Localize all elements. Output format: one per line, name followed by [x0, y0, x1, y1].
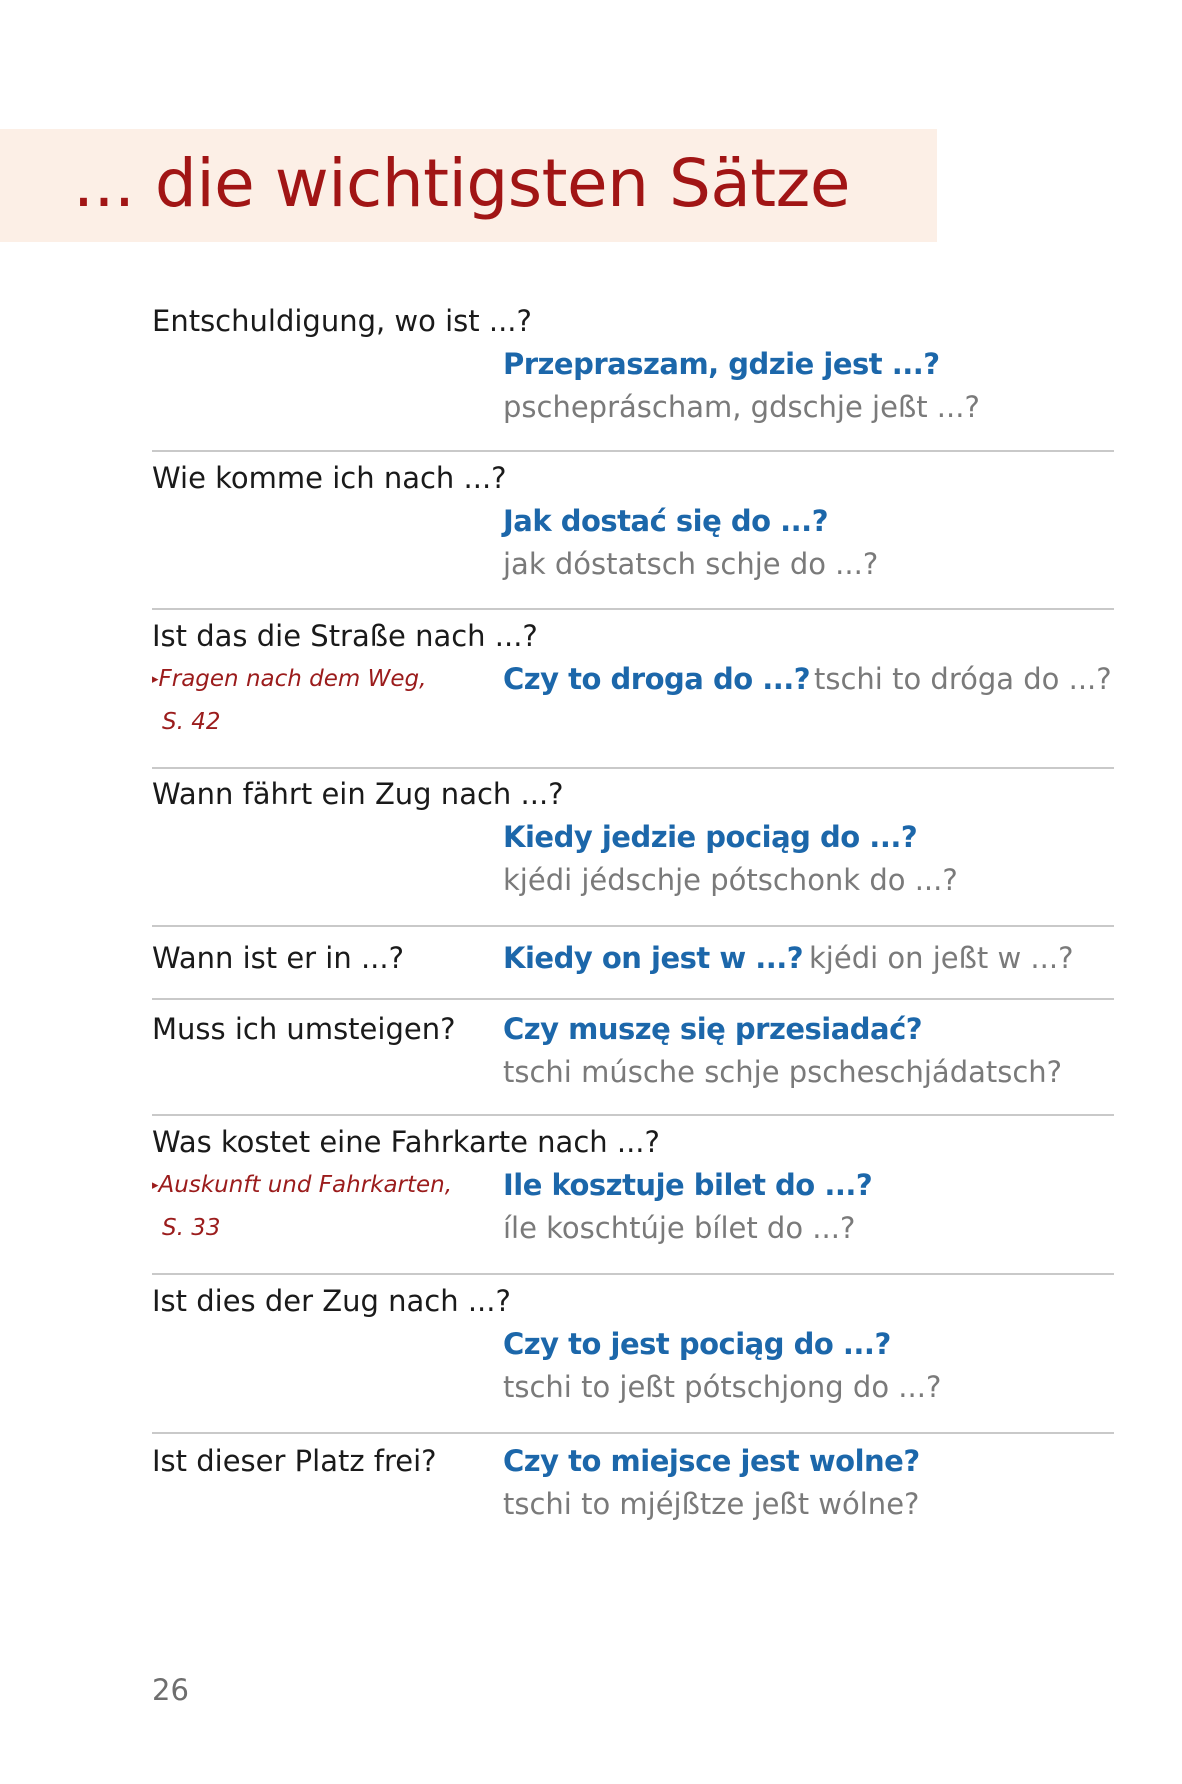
polish-phrase: Ile kosztuje bilet do ...? [503, 1168, 873, 1202]
cross-reference-page[interactable]: S. 42 [162, 709, 221, 735]
page-number: 26 [152, 1673, 189, 1707]
polish-phrase: Kiedy on jest w ...? [503, 941, 804, 975]
phrase-entry [152, 1116, 1114, 1275]
polish-phrase: Przepraszam, gdzie jest ...? [503, 347, 940, 381]
pronunciation: tschi to dróga do ...? [814, 662, 1112, 696]
page-title: ... die wichtigsten Sätze [73, 145, 850, 222]
polish-phrase: Jak dostać się do ...? [503, 504, 829, 538]
german-phrase: Ist dieser Platz frei? [152, 1444, 437, 1478]
cross-reference-text: Auskunft und Fahrkarten, [158, 1172, 453, 1198]
phrase-entry [152, 1000, 1114, 1116]
polish-phrase: Kiedy jedzie pociąg do ...? [503, 820, 918, 854]
phrase-entry [152, 1434, 1114, 1554]
cross-reference[interactable] [152, 659, 426, 700]
phrase-entry [152, 927, 1114, 1000]
pronunciation: tschi to mjéjßtze jeßt wólne? [503, 1487, 920, 1521]
arrow-icon: ▸ [152, 672, 159, 687]
phrase-entry [152, 610, 1114, 769]
german-phrase: Entschuldigung, wo ist ...? [152, 304, 532, 338]
pronunciation: tschi músche schje pscheschjádatsch? [503, 1055, 1063, 1089]
cross-reference-text: Fragen nach dem Weg, [158, 666, 427, 692]
phrase-list [152, 294, 1114, 1554]
german-phrase: Wie komme ich nach ...? [152, 461, 507, 495]
polish-phrase: Czy to jest pociąg do ...? [503, 1327, 891, 1361]
phrase-entry [152, 1275, 1114, 1434]
german-phrase: Muss ich umsteigen? [152, 1012, 456, 1046]
pronunciation: íle koschtúje bílet do ...? [503, 1211, 856, 1245]
german-phrase: Was kostet eine Fahrkarte nach ...? [152, 1125, 660, 1159]
german-phrase: Ist dies der Zug nach ...? [152, 1284, 511, 1318]
pronunciation: tschi to jeßt pótschjong do ...? [503, 1370, 942, 1404]
german-phrase: Wann fährt ein Zug nach ...? [152, 777, 564, 811]
arrow-icon: ▸ [152, 1178, 159, 1193]
polish-phrase: Czy to miejsce jest wolne? [503, 1444, 920, 1478]
phrase-entry [152, 294, 1114, 452]
german-phrase: Wann ist er in ...? [152, 941, 405, 975]
phrase-entry [152, 769, 1114, 927]
german-phrase: Ist das die Straße nach ...? [152, 619, 538, 653]
pronunciation: jak dóstatsch schje do ...? [503, 547, 879, 581]
cross-reference-page[interactable]: S. 33 [162, 1215, 221, 1241]
polish-phrase: Czy muszę się przesiadać? [503, 1012, 923, 1046]
polish-phrase: Czy to droga do ...? [503, 662, 811, 696]
cross-reference[interactable] [152, 1165, 452, 1206]
pronunciation: pschepráscham, gdschje jeßt ...? [503, 390, 980, 424]
pronunciation: kjédi on jeßt w ...? [809, 941, 1074, 975]
phrase-entry [152, 452, 1114, 610]
pronunciation: kjédi jédschje pótschonk do ...? [503, 863, 958, 897]
